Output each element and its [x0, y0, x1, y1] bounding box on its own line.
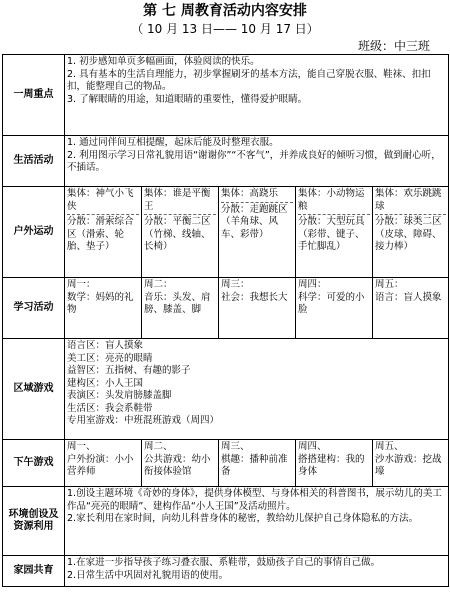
- row-area-games: [3, 339, 449, 440]
- weekly-focus-item: 3. 了解眼睛的用途，知道眼睛的重要性，懂得爱护眼睛。: [67, 93, 308, 105]
- learning-day-cell: [142, 278, 219, 339]
- environment-item: 1.创设主题环境《奇妙的身体》，提供身体模型、与身体相关的科普图书，展示幼儿的美工作品“亮亮的眼睛”、建构作品“小人王国”及活动照片。: [67, 488, 442, 512]
- afternoon-content: 户外扮演：小小营养师: [67, 453, 134, 477]
- learning-content: 社会：我想长大: [221, 291, 288, 303]
- learning-day-cell: [65, 278, 142, 339]
- row-home-school: [3, 556, 449, 587]
- afternoon-content: 搭搭建构：我的身体: [298, 453, 365, 477]
- row-label-home-school: 家园共育: [3, 556, 65, 587]
- learning-day-cell: [373, 278, 449, 339]
- area-game-item: 益智区：五指树、有趣的影子: [67, 365, 191, 376]
- row-label-daily-life: 生活活动: [3, 136, 65, 187]
- outdoor-collective: 集体：谁是平衡王: [144, 188, 211, 212]
- row-afternoon-games: [3, 440, 449, 487]
- area-game-item: 语言区：盲人摸象: [67, 340, 144, 351]
- learning-day: 周三：: [221, 279, 250, 290]
- schedule-table: [2, 54, 449, 587]
- area-games-content: [65, 339, 449, 440]
- afternoon-day: 周三、: [221, 441, 250, 452]
- learning-day: 周一：: [67, 279, 96, 290]
- row-label-area-games: 区域游戏: [3, 339, 65, 440]
- date-range: （ 10 月 13 日—— 10 月 17 日）: [131, 22, 319, 36]
- learning-day: 周四：: [298, 279, 327, 290]
- row-outdoor: [3, 187, 449, 278]
- area-game-item: 美工区：亮亮的眼睛: [67, 352, 153, 364]
- weekly-focus-item: 2. 具有基本的生活自理能力，初步掌握刷牙的基本方法，能自己穿脱衣服、鞋袜、扣扣扣，能整理自己的物品。: [67, 68, 431, 92]
- outdoor-day-cell: [373, 187, 449, 278]
- learning-content: 音乐：头发、肩膀、膝盖、脚: [144, 291, 211, 315]
- afternoon-day-cell: [373, 440, 449, 487]
- row-daily-life: [3, 136, 449, 187]
- outdoor-collective: 集体：高跷乐: [221, 188, 279, 199]
- afternoon-day-cell: [142, 440, 219, 487]
- daily-life-item: 1. 通过同伴间互相提醒，起床后能及时整理衣服。: [67, 137, 279, 148]
- outdoor-dispersed: 分散：滑索综合区（滑索、轮胎、垫子）: [67, 216, 134, 252]
- outdoor-day-cell: [142, 187, 219, 278]
- row-weekly-focus: [3, 55, 449, 136]
- home-school-item: 2.日常生活中巩固对礼貌用语的使用。: [67, 569, 229, 581]
- afternoon-content: 棋趣：播种前准备: [221, 453, 288, 477]
- daily-life-item: 2. 利用图示学习日常礼貌用语“谢谢你”“不客气”，并养成良好的倾听习惯，做到耐心听，不插话。: [67, 149, 441, 173]
- environment-item: 2.家长利用在家时间，向幼儿科普身体的秘密，教给幼儿保护自己身体隐私的方法。: [67, 513, 419, 524]
- afternoon-day-cell: [296, 440, 373, 487]
- environment-content: [65, 487, 449, 556]
- area-game-item: 表演区：头发肩膀膝盖脚: [67, 390, 172, 401]
- row-environment: [3, 487, 449, 556]
- area-game-item: 专用室游戏：中班混班游戏（周四）: [67, 415, 220, 426]
- learning-day: 周二：: [144, 279, 173, 290]
- area-game-item: 建构区：小人王国: [67, 377, 144, 389]
- afternoon-day: 周五、: [375, 441, 404, 452]
- afternoon-day: 周一、: [67, 441, 96, 452]
- outdoor-dispersed: 分散：球类二区（皮球、障碍、接力棒）: [375, 216, 442, 252]
- home-school-content: [65, 556, 449, 587]
- learning-content: 科学：可爱的小脸: [298, 291, 365, 315]
- page-title: 第 七 周教育活动内容安排: [143, 3, 307, 19]
- outdoor-day-cell: [219, 187, 296, 278]
- outdoor-day-cell: [296, 187, 373, 278]
- outdoor-collective: 集体：欢乐跳跳球: [375, 188, 442, 212]
- row-label-environment: 环境创设及资源利用: [3, 487, 65, 556]
- afternoon-content: 沙水游戏：挖战壕: [375, 453, 442, 477]
- learning-day: 周五：: [375, 279, 404, 290]
- row-label-learning: 学习活动: [3, 278, 65, 339]
- row-label-weekly-focus: 一周重点: [3, 55, 65, 136]
- area-game-item: 生活区：我会系鞋带: [67, 402, 153, 414]
- afternoon-day-cell: [219, 440, 296, 487]
- daily-life-content: [65, 136, 449, 187]
- outdoor-dispersed: 分散：平衡二区（竹梯、线轴、长椅）: [144, 216, 211, 252]
- outdoor-collective: 集体：神气小飞侠: [67, 188, 134, 212]
- outdoor-collective: 集体：小动物运粮: [298, 188, 365, 212]
- row-learning: [3, 278, 449, 339]
- outdoor-day-cell: [65, 187, 142, 278]
- outdoor-dispersed: 分散：走跑跳区（羊角球、风车、彩带）: [221, 203, 288, 240]
- afternoon-day: 周二、: [144, 441, 173, 452]
- home-school-item: 1.在家进一步指导孩子练习叠衣服、系鞋带，鼓励孩子自己的事情自己做。: [67, 557, 381, 568]
- afternoon-day-cell: [65, 440, 142, 487]
- row-label-outdoor: 户外运动: [3, 187, 65, 278]
- learning-day-cell: [296, 278, 373, 339]
- weekly-focus-content: [65, 55, 449, 136]
- row-label-afternoon-games: 下午游戏: [3, 440, 65, 487]
- learning-content: 数学：妈妈的礼物: [67, 291, 134, 315]
- weekly-focus-item: 1. 初步感知单页多幅画面，体验阅读的快乐。: [67, 56, 260, 67]
- learning-day-cell: [219, 278, 296, 339]
- learning-content: 语言：盲人摸象: [375, 291, 442, 303]
- afternoon-day: 周四、: [298, 441, 327, 452]
- class-label: 班级：中三班: [357, 39, 430, 53]
- afternoon-content: 公共游戏：幼小衔接体验馆: [144, 453, 211, 477]
- outdoor-dispersed: 分散：大型玩具（彩带、键子、手忙脚乱）: [298, 216, 365, 252]
